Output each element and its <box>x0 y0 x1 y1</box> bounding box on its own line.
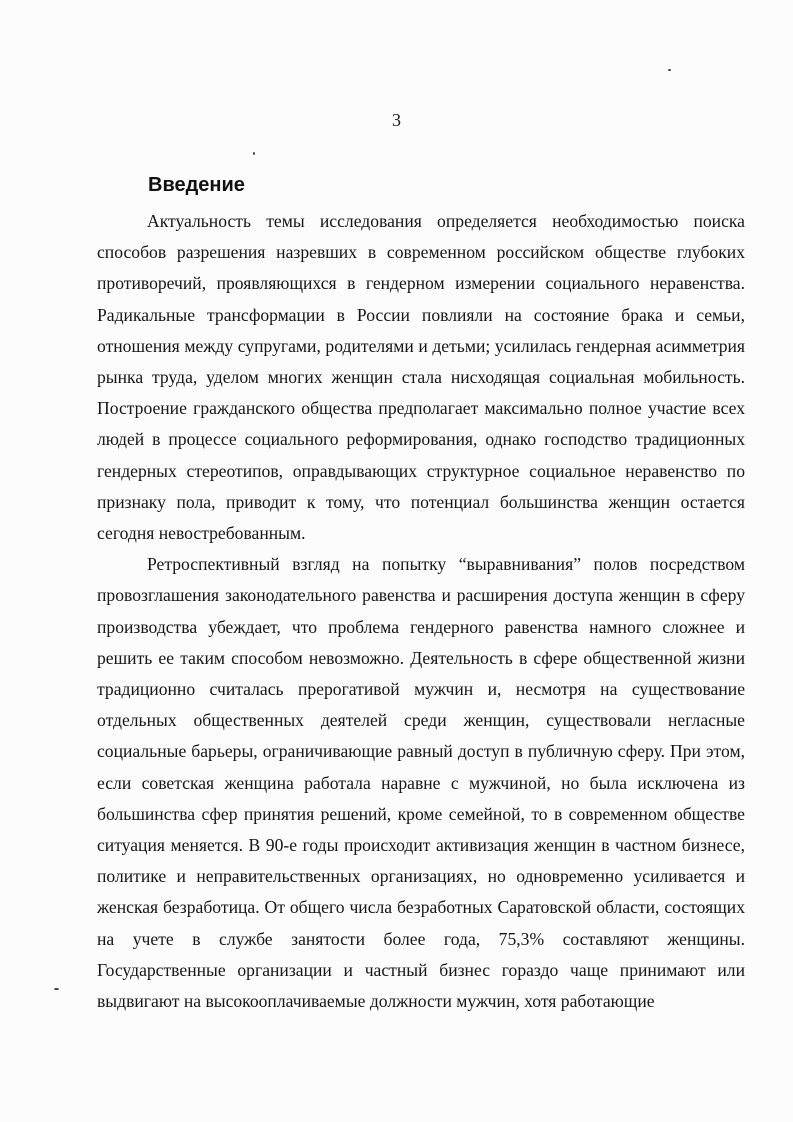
section-heading: Введение <box>148 174 245 196</box>
paragraph-1: Актуальность темы исследования определяется необходимостью поиска способов разрешения назревших в современном российском обществе глубоких противоречий, проявляющихся в гендерном измерении социального неравенства. Радикальные трансформации в России повлияли на состояние брака и семьи, отношения между супругами, родителями и детьми; усилилась гендерная асимметрия рынка труда, уделом многих женщин стала нисходящая социальная мобильность. Построение гражданского общества предполагает максимально полное участие всех людей в процессе социального реформирования, однако господство традиционных гендерных стереотипов, оправдывающих структурное социальное неравенство по признаку пола, приводит к тому, что потенциал большинства женщин остается сегодня невостребованным. <box>97 211 745 544</box>
scan-speck <box>253 152 255 155</box>
scan-speck <box>668 69 671 71</box>
scan-speck <box>54 988 59 990</box>
body-text <box>97 206 745 1017</box>
page-number: 3 <box>392 110 401 130</box>
paragraph-2: Ретроспективный взгляд на попытку “выравнивания” полов посредством провозглашения законодательного равенства и расширения доступа женщин в сферу производства убеждает, что проблема гендерного равенства намного сложнее и решить ее таким способом невозможно. Деятельность в сфере общественной жизни традиционно считалась прерогативой мужчин и, несмотря на существование отдельных общественных деятелей среди женщин, существовали негласные социальные барьеры, ограничивающие равный доступ в публичную сферу. При этом, если советская женщина работала наравне с мужчиной, но была исключена из большинства сфер принятия решений, кроме семейной, то в современном обществе ситуация меняется. В 90-е годы происходит активизация женщин в частном бизнесе, политике и неправительственных организациях, но одновременно усиливается и женская безработица. От общего числа безработных Саратовской области, состоящих на учете в службе занятости более года, 75,3% составляют женщины. Государственные организации и частный бизнес гораздо чаще принимают или выдвигают на высокооплачиваемые должности мужчин, хотя работающие <box>97 554 745 1012</box>
